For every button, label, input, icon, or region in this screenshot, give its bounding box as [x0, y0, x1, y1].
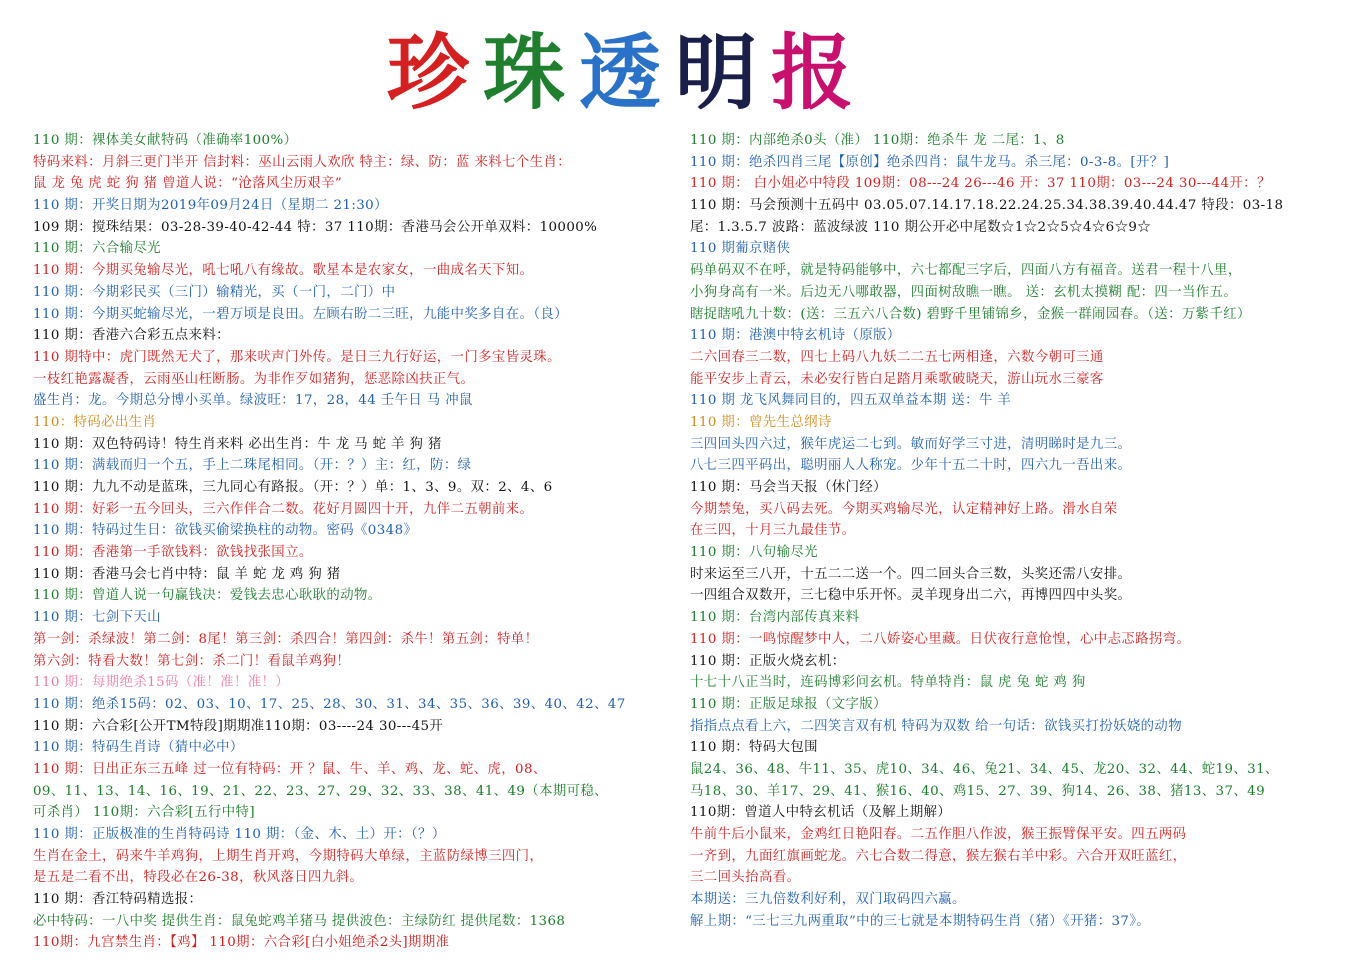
left-text-line: 第一剑：杀绿波！第二剑：8尾！第三剑：杀四合！第四剑：杀牛！第五剑：特单！ — [33, 631, 539, 647]
right-text-line: 110 期：一鸣惊醒梦中人，二八娇姿心里藏。日伏夜行意怆惶，心中忐忑路拐弯。 — [690, 631, 1191, 647]
right-text-line: 110 期：八句输尽光 — [690, 545, 818, 561]
right-text-line: 110 期： 白小姐必中特段 109期：08---24 26---46 开：37 110期：03---24 30---44开：？ — [690, 176, 1271, 192]
right-text-line: 110 期：马会当天报（休门经） — [690, 480, 887, 495]
left-text-line: 110 期特中：虎门既然无犬了，那来吠声门外传。是日三九行好运，一门多宝皆灵珠。 — [33, 349, 561, 365]
right-text-line: 110 期：正版足球报（文字版） — [690, 696, 887, 712]
right-text-line: 时来运至三八开，十五二二送一个。四二回头合三数，头奖还需八安排。 — [690, 566, 1132, 582]
right-text-line: 110 期：港澳中特玄机诗（原版） — [690, 328, 901, 344]
left-text-line: 110 期：正版极准的生肖特码诗 110 期：（金、木、土）开：（？） — [33, 827, 446, 842]
right-column — [690, 130, 1350, 932]
left-text-line: 110 期：今期买蛇输尽光，一碧万顷是良田。左顾右盼二三旺，九能中奖多自在。（良） — [33, 306, 568, 322]
left-text-line: 110 期：香港第一手欲钱料：欲钱找张国立。 — [33, 545, 313, 561]
right-text-line: 今期禁兔，买八码去死。今期买鸡输尽光，认定精神好上路。滑水自荣 — [690, 501, 1118, 517]
left-text-line: 110 期：香港六合彩五点来料： — [33, 328, 230, 344]
right-text-line: 八七三四平码出，聪明丽人人称宠。少年十五二十时，四六九一吾出来。 — [690, 458, 1132, 474]
left-text-line: 110 期：裸体美女献特码（准确率100%） — [33, 133, 298, 148]
right-text-line: 一齐到，九面红旗画蛇龙。六七合数二得意，猴左猴右羊中彩。六合开双旺蓝红， — [690, 848, 1187, 864]
left-text-line: 110 期：香港马会七肖中特：鼠 羊 蛇 龙 鸡 狗 猪 — [33, 566, 341, 582]
right-text-line: 110 期：正版火烧玄机： — [690, 653, 846, 669]
right-text-line: 牛前牛后小鼠来，金鸡红日艳阳春。二五作胆八作波，猴王振臂保平安。四五两码 — [690, 827, 1187, 842]
right-text-line: 解上期：“三七三九两重取”中的三七就是本期特码生肖（猪）《开猪：37》。 — [690, 913, 1151, 929]
title-char: 报 — [771, 25, 854, 121]
left-text-line: 鼠 龙 兔 虎 蛇 狗 猪 曾道人说：“沧落风尘历艰辛” — [33, 176, 343, 192]
left-text-line: 110 期：双色特码诗！特生肖来料 必出生肖：牛 龙 马 蛇 羊 狗 猪 — [33, 436, 442, 452]
right-text-line: 110 期葡京赌侠 — [690, 241, 791, 257]
left-text-line: 110 期：特码过生日：欲钱买偷梁换柱的动物。密码《0348》 — [33, 523, 418, 539]
left-text-line: 110 期：日出正东三五峰 过一位有特码：开 ？鼠、牛、羊、鸡、龙、蛇、虎，08、 — [33, 761, 547, 777]
title-char: 明 — [675, 25, 758, 121]
left-text-line: 110 期：六合输尽光 — [33, 241, 161, 257]
title-char: 透 — [578, 25, 661, 121]
left-text-line: 110 期：好彩一五今回头，三六作伴合二数。花好月圆四十开，九伴二五朝前来。 — [33, 501, 534, 517]
left-text-line: 110 期：每期绝杀15码（准！准！准！） — [33, 675, 290, 691]
right-text-line: 马18、30、羊17、29、41、猴16、40、鸡15、27、39、狗14、26、38、猪13、37、49 — [690, 783, 1266, 799]
left-text-line: 110 期：特码生肖诗（猜中必中） — [33, 740, 244, 756]
right-text-line: 码单码双不在呼，就是特码能够中，六七都配三字后，四面八方有福音。送君一程十八里， — [690, 263, 1242, 279]
left-text-line: 一枝红艳露凝香，云雨巫山枉断肠。为非作歹如猪狗，惩恶除凶扶正气。 — [33, 371, 475, 387]
left-text-line: 110 期：今期买兔输尽光，吼七吼八有缘故。歌星本是农家女，一曲成名天下知。 — [33, 263, 534, 279]
right-text-line: 本期送：三九倍数利好利，双门取码四六赢。 — [690, 892, 966, 908]
right-text-line: 三二回头抬高看。 — [690, 870, 801, 886]
left-text-line: 110：特码必出生肖 — [33, 414, 157, 430]
left-text-line: 生肖在金土，码来牛羊鸡狗，上期生肖开鸡，今期特码大单绿，主蓝防绿博三四门， — [33, 848, 544, 864]
right-text-line: 110 期 龙飞风舞同目的，四五双单益本期 送：牛 羊 — [690, 393, 1012, 409]
right-text-line: 能平安步上青云，未必安行皆白足踏月乘歌破晓天，游山玩水三豪客 — [690, 371, 1104, 387]
right-text-line: 三四回头四六过，猴年虎运二七到。敏而好学三寸进，清明睇时是九三。 — [690, 436, 1132, 452]
left-text-line: 110期：九宫禁生肖：【鸡】 110期：六合彩[白小姐绝杀2头]期期准 — [33, 935, 450, 951]
right-text-line: 指指点点看上六，二四笑言双有机 特码为双数 给一句话：欲钱买打扮妖娆的动物 — [690, 718, 1182, 734]
right-text-line: 110 期：台湾内部传真来料 — [690, 610, 860, 626]
left-text-line: 可杀肖） 110期：六合彩[五行中特] — [33, 805, 255, 821]
right-text-line: 在三四，十月三九最佳节。 — [690, 523, 856, 539]
title-char: 珠 — [482, 25, 565, 121]
right-text-line: 110 期：内部绝杀0头（准） 110期：绝杀牛 龙 二尾：1、8 — [690, 133, 1065, 148]
left-text-line: 110 期：今期彩民买（三门）输精光，买（一门，二门）中 — [33, 284, 396, 300]
right-text-line: 110 期：马会预测十五码中 03.05.07.14.17.18.22.24.25.34.38.39.40.44.47 特段：03-18 — [690, 198, 1284, 214]
right-text-line: 鼠24、36、48、牛11、35、虎10、34、46、兔21、34、45、龙20、32、44、蛇19、31、 — [690, 761, 1279, 777]
right-text-line: 110 期：绝杀四肖三尾【原创】绝杀四肖：鼠牛龙马。杀三尾：0-3-8。[开？] — [690, 154, 1170, 170]
left-text-line: 特码来料：月斜三更门半开 信封料：巫山云雨人欢欣 特主：绿、防：蓝 来料七个生肖： — [33, 154, 572, 170]
left-text-line: 110 期：六合彩[公开TM特段]期期准110期：03----24 30---45开 — [33, 718, 444, 734]
left-text-line: 必中特码：一八中奖 提供生肖：鼠兔蛇鸡羊猪马 提供波色：主绿防红 提供尾数：1368 — [33, 913, 566, 929]
page-title — [0, 25, 1240, 121]
left-text-line: 109 期：搅珠结果：03-28-39-40-42-44 特：37 110期：香港马会公开单双料：10000% — [33, 219, 598, 235]
right-text-line: 110期：曾道人中特玄机话（及解上期解） — [690, 805, 952, 821]
right-text-line: 尾：1.3.5.7 波路：蓝波绿波 110 期公开必中尾数☆1☆2☆5☆4☆6☆9☆ — [690, 219, 1152, 235]
right-text-line: 一四组合双数开，三七稳中乐开怀。灵羊现身出二六，再博四四中头奖。 — [690, 588, 1132, 604]
title-char: 珍 — [386, 25, 469, 121]
right-text-line: 小狗身高有一米。后边无八哪敢器，四面树敌瞧一瞧。 送：玄机太摸糊 配：四一当作五。 — [690, 284, 1238, 300]
left-column — [33, 130, 653, 954]
left-text-line: 110 期：满载而归一个五，手上二珠尾相同。（开：？）主：红，防：绿 — [33, 458, 472, 474]
left-text-line: 110 期：九九不动是蓝珠，三九同心有路报。（开：？）单：1、3、9。双：2、4、6 — [33, 480, 553, 495]
left-text-line: 是五是二看不出，特段必在26-38，秋风落日四九斜。 — [33, 870, 364, 886]
left-text-line: 110 期：绝杀15码：02、03、10、17、25、28、30、31、34、35、36、39、40、42、47 — [33, 696, 626, 712]
right-text-line: 十七十八正当时，连码博彩问玄机。特单特肖：鼠 虎 兔 蛇 鸡 狗 — [690, 675, 1086, 691]
right-text-line: 二六回春三二数，四七上码八九妖二二五七两相逢，六数今朝可三通 — [690, 349, 1104, 365]
left-text-line: 110 期：曾道人说一句赢钱决：爱钱去忠心耿耿的动物。 — [33, 588, 382, 604]
left-text-line: 第六剑：特看大数！第七剑：杀二门！看鼠羊鸡狗！ — [33, 653, 351, 669]
right-text-line: 瞎捉瞎吼九十数：(送：三五六八合数) 碧野千里铺锦乡，金猴一群闹园春。（送：万紫千红） — [690, 306, 1251, 322]
left-text-line: 09、11、13、14、16、19、21、22、23、27、29、32、33、38、41、49（本期可稳、 — [33, 783, 609, 799]
left-text-line: 110 期：七剑下天山 — [33, 610, 161, 626]
left-text-line: 110 期：香江特码精选报： — [33, 892, 203, 908]
left-text-line: 盛生肖：龙。今期总分博小买单。绿波旺：17，28，44 壬午日 马 冲鼠 — [33, 393, 473, 409]
right-text-line: 110 期：曾先生总纲诗 — [690, 414, 832, 430]
right-text-line: 110 期：特码大包围 — [690, 740, 818, 756]
left-text-line: 110 期：开奖日期为2019年09月24日（星期二 21:30） — [33, 198, 388, 214]
